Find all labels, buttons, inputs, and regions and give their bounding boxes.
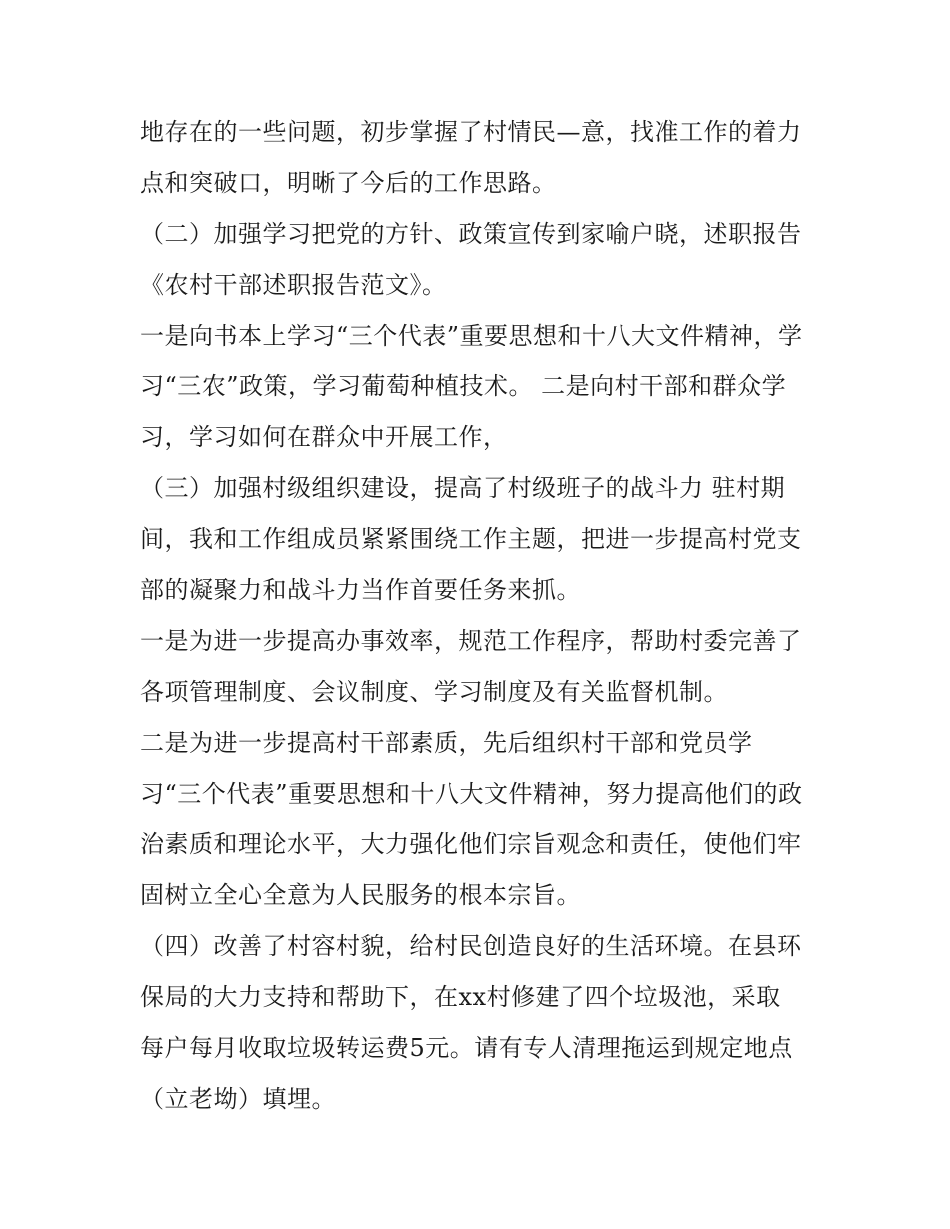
text-line: 二是为进一步提高村干部素质，先后组织村干部和党员学 (140, 728, 753, 757)
text-line: 每户每月收取垃圾转运费5元。请有专人清理拖运到规定地点 (140, 1034, 793, 1063)
text-line: 间，我和工作组成员紧紧围绕工作主题，把进一步提高村党支 (140, 525, 802, 554)
text-line: （二）加强学习把党的方针、政策宣传到家喻户晓，述职报告 (140, 219, 802, 248)
text-line: 一是向书本上学习“三个代表”重要思想和十八大文件精神，学 (140, 321, 803, 350)
text-line: 习“三农”政策，学习葡萄种植技术。 二是向村干部和群众学 (140, 372, 787, 401)
text-line: 一是为进一步提高办事效率，规范工作程序，帮助村委完善了 (140, 626, 802, 655)
document-body (140, 107, 820, 1125)
text-line: （立老坳）填埋。 (140, 1084, 336, 1113)
text-line: 治素质和理论水平，大力强化他们宗旨观念和责任，使他们牢 (140, 830, 802, 859)
text-line: （四）改善了村容村貌，给村民创造良好的生活环境。在县环 (140, 932, 802, 961)
text-line: 保局的大力支持和帮助下，在xx村修建了四个垃圾池，采取 (140, 983, 781, 1012)
text-line: 习“三个代表”重要思想和十八大文件精神，努力提高他们的政 (140, 779, 803, 808)
text-line: （三）加强村级组织建设，提高了村级班子的战斗力 驻村期 (140, 474, 786, 503)
text-line: 《农村干部述职报告范文》。 (140, 270, 447, 299)
text-line: 各项管理制度、会议制度、学习制度及有关监督机制。 (140, 677, 728, 706)
text-line: 部的凝聚力和战斗力当作首要任务来抓。 (140, 576, 581, 605)
text-line: 点和突破口，明晰了今后的工作思路。 (140, 168, 557, 197)
text-line: 习，学习如何在群众中开展工作， (140, 423, 508, 452)
text-line: 地存在的一些问题，初步掌握了村情民—意，找准工作的着力 (140, 118, 802, 146)
text-line: 固树立全心全意为人民服务的根本宗旨。 (140, 881, 581, 910)
